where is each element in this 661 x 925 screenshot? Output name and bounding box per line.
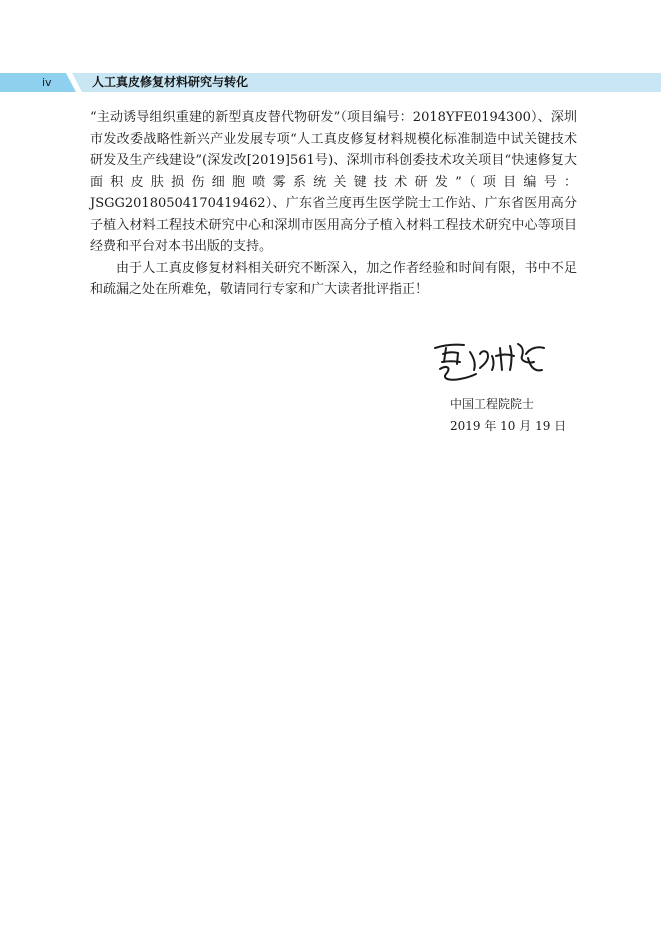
paragraph-closing-remarks: 由于人工真皮修复材料相关研究不断深入，加之作者经验和时间有限，书中不足和疏漏之处在所难免，敬请同行专家和广大读者批评指正！: [90, 260, 577, 297]
signature-icon: [430, 334, 550, 386]
page-number-tab: [0, 73, 76, 92]
page-number: iv: [42, 76, 52, 89]
handwritten-signature: [430, 334, 550, 386]
running-title: 人工真皮修复材料研究与转化: [92, 75, 249, 89]
preface-body: [90, 107, 577, 301]
paragraph-funding-acknowledgement: “主动诱导组织重建的新型真皮替代物研发”（项目编号：2018YFE0194300）、深圳市发改委战略性新兴产业发展专项“人工真皮修复材料规模化标准制造中试关键技术研发及生产线建设”(深发改[2019]561号)、深圳市科创委技术攻关项目“快速修复大面积皮肤损伤细胞喷雾系统关键技术研发”（项目编号：JSGG20180504170419462）、广东省兰度再生医学院士工作站、广东省医用高分子植入材料工程技术研究中心和深圳市医用高分子植入材料工程技术研究中心等项目经费和平台对本书出版的支持。: [90, 110, 577, 254]
signature-date: 2019 年 10 月 19 日: [450, 419, 567, 433]
author-affiliation: 中国工程院院士: [450, 397, 535, 411]
